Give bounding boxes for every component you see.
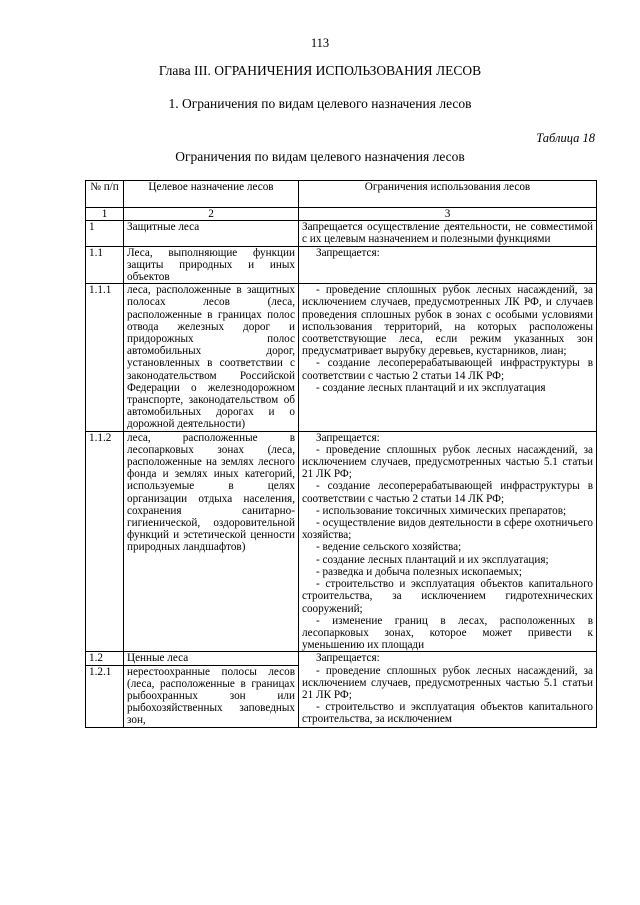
restriction-item: - осуществление видов деятельности в сфере охотничьего хозяйства; (302, 517, 593, 542)
row-purpose: Леса, выполняющие функции защиты природных и иных объектов (124, 246, 299, 284)
row-restrictions (299, 431, 597, 652)
chapter-title: Глава III. ОГРАНИЧЕНИЯ ИСПОЛЬЗОВАНИЯ ЛЕСОВ (158, 63, 482, 78)
restriction-item: - строительство и эксплуатация объектов капитального строительства, за исключением (302, 701, 593, 726)
restriction-item: - ведение сельского хозяйства; (316, 541, 462, 554)
row-num: 1 (86, 221, 124, 246)
restriction-item: Запрещается: (316, 246, 380, 259)
restriction-item: - создание лесоперерабатывающей инфраструктуры в соответствии с частью 2 статьи 14 ЛК РФ; (302, 357, 593, 382)
header-num: № п/п (86, 181, 124, 208)
table-row (86, 431, 597, 652)
index-cell: 1 (86, 208, 124, 221)
table-row (86, 284, 597, 431)
table-row (86, 221, 597, 246)
row-restrictions (299, 246, 597, 284)
row-num: 1.1 (86, 246, 124, 284)
table-label: Таблица 18 (536, 131, 595, 145)
page-number: 113 (310, 36, 330, 50)
table-index-row (86, 208, 597, 221)
index-cell: 3 (299, 208, 597, 221)
table-row (86, 246, 597, 284)
row-num: 1.1.2 (86, 431, 124, 652)
row-purpose: Ценные леса (124, 652, 299, 665)
row-purpose: Защитные леса (124, 221, 299, 246)
restriction-item: - строительство и эксплуатация объектов капитального строительства, за исключением гидротехнических сооружений; (302, 578, 593, 615)
restriction-item: - проведение сплошных рубок лесных насаждений, за исключением случаев, предусмотренных частью 5.1 статьи 21 ЛК РФ; (302, 443, 593, 481)
row-restrictions (299, 284, 597, 431)
restriction-item: - проведение сплошных рубок лесных насаждений, за исключением случаев, предусмотренных ЛК РФ, и случаев проведения сплошных рубок в зонах с особыми условиями использования территорий, на которых расположены соответствующие леса, если режим указанных зон предусматривает вырубку деревьев, кустарников, лиан; (302, 284, 593, 358)
row-num: 1.1.1 (86, 284, 124, 431)
row-num: 1.2 (86, 652, 124, 665)
index-cell: 2 (124, 208, 299, 221)
restriction-item: - разведка и добыча полезных ископаемых; (316, 565, 522, 578)
restriction-item: - создание лесоперерабатывающей инфраструктуры в соответствии с частью 2 статьи 14 ЛК РФ; (302, 480, 593, 505)
restriction-item: Запрещается: (316, 431, 380, 444)
row-restrictions (299, 221, 597, 246)
header-restrictions: Ограничения использования лесов (299, 181, 597, 208)
row-purpose: леса, расположенные в защитных полосах лесов (леса, расположенные в границах полос отвода железных дорог и придорожных полос автомобильных дорог, установленных в соответствии с законодательством Российской Федерации о железнодорожном транспорте, законодательством об автомобильных дорогах и о дорожной деятельности) (124, 284, 299, 431)
restriction-item: - проведение сплошных рубок лесных насаждений, за исключением случаев, предусмотренных частью 5.1 статьи 21 ЛК РФ; (302, 664, 593, 701)
header-purpose: Целевое назначение лесов (124, 181, 299, 208)
table-header-row (86, 181, 597, 208)
row-purpose: нерестоохранные полосы лесов (леса, расположенные в границах рыбоохранных зон или рыбохозяйственных заповедных зон, (124, 665, 299, 727)
restriction-item: Запрещается осуществление деятельности, не совместимой с их целевым назначением и полезными функциями (302, 221, 593, 246)
restriction-item: Запрещается: (316, 652, 380, 665)
row-restrictions (299, 652, 597, 727)
table-caption: Ограничения по видам целевого назначения лесов (175, 149, 465, 164)
restriction-item: - использование токсичных химических препаратов; (316, 504, 567, 517)
restriction-item: - создание лесных плантаций и их эксплуатация; (316, 553, 549, 566)
table-row (86, 652, 597, 665)
row-num: 1.2.1 (86, 665, 124, 727)
restriction-item: - создание лесных плантаций и их эксплуатация (316, 381, 546, 394)
row-purpose: леса, расположенные в лесопарковых зонах (леса, расположенные на землях леcного фонда и землях иных категорий, используемые в целях организации отдыха населения, сохранения санитарно-гигиенической, оздоровительной функций и эстетической ценности природных ландшафтов) (124, 431, 299, 652)
restrictions-table (85, 180, 597, 728)
restriction-item: - изменение границ в лесах, расположенных в лесопарковых зонах, которое может привести к уменьшению их площади (302, 614, 593, 652)
section-title: 1. Ограничения по видам целевого назначения лесов (168, 96, 472, 111)
